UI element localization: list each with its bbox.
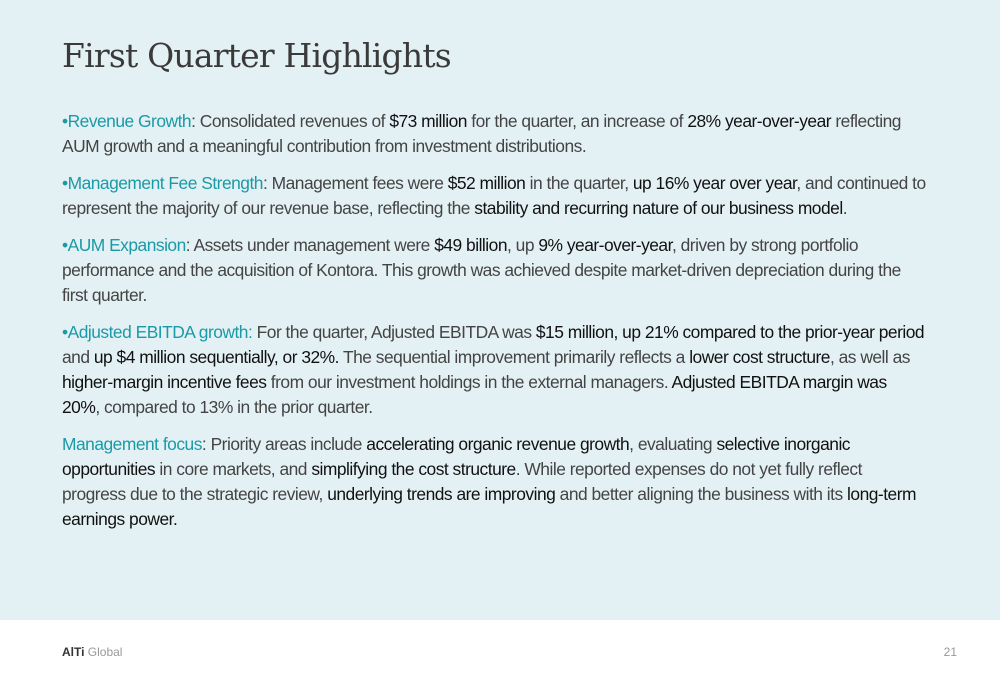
bullet-text: : Management fees were (262, 173, 448, 193)
bullet-text: and better aligning the business with its (555, 484, 848, 504)
bullet-aum-expansion (62, 233, 928, 308)
bullet-emphasis: lower cost structure (689, 347, 830, 367)
bullet-text: , evaluating (629, 434, 717, 454)
bullet-text: : Priority areas include (201, 434, 367, 454)
bullet-emphasis: selective inorganic opportunities (62, 434, 851, 479)
bullet-emphasis: up $4 million sequentially, or 32%. (93, 347, 339, 367)
page-number: 21 (943, 645, 957, 659)
bullet-label: Management focus (62, 434, 202, 454)
bullet-text: for the quarter, an increase of (466, 111, 688, 131)
brand-name-strong: AlTi (62, 645, 85, 659)
brand-wordmark (62, 645, 122, 659)
highlights-list (62, 109, 928, 544)
bullet-management-fee-strength (62, 171, 928, 221)
bullet-revenue-growth (62, 109, 928, 159)
bullet-label: •Management Fee Strength (62, 173, 263, 193)
bullet-label: •Revenue Growth (62, 111, 192, 131)
bullet-emphasis: simplifying the cost structure (311, 459, 516, 479)
bullet-emphasis: up 16% year over year (632, 173, 797, 193)
slide-title: First Quarter Highlights (62, 36, 451, 75)
bullet-emphasis: $52 million (447, 173, 526, 193)
slide-footer (0, 620, 1000, 685)
brand-name-rest: Global (84, 645, 123, 659)
bullet-text: in the quarter, (525, 173, 633, 193)
bullet-label: •Adjusted EBITDA growth: (62, 322, 253, 342)
bullet-emphasis: $73 million (389, 111, 467, 131)
bullet-emphasis: $49 billion (434, 235, 508, 255)
bullet-text: , and continued to represent the majority of our revenue base, reflecting the (62, 173, 926, 218)
bullet-emphasis: $15 million, up 21% compared to the prior-year period (535, 322, 925, 342)
bullet-emphasis: accelerating organic revenue growth (366, 434, 630, 454)
bullet-emphasis: stability and recurring nature of our business model (474, 198, 843, 218)
bullet-text: : Consolidated revenues of (191, 111, 390, 131)
bullet-text: . (842, 198, 848, 218)
bullet-text: . While reported expenses do not yet fully reflect progress due to the strategic review, (62, 459, 862, 504)
bullet-emphasis: long-term earnings power. (62, 484, 916, 529)
bullet-emphasis: Adjusted EBITDA margin was 20% (62, 372, 887, 417)
bullet-text: For the quarter, Adjusted EBITDA was (252, 322, 536, 342)
bullet-emphasis: 9% year-over-year (538, 235, 672, 255)
bullet-text: , up (507, 235, 539, 255)
bullet-text: reflecting AUM growth and a meaningful contribution from investment distributions. (62, 111, 901, 156)
bullet-emphasis: higher-margin incentive fees (62, 372, 267, 392)
bullet-adjusted-ebitda-growth (62, 320, 928, 420)
bullet-text: , driven by strong portfolio performance and the acquisition of Kontora. This growth was achieved despite market-driven depreciation during the first quarter. (62, 235, 901, 305)
bullet-text: , as well as (829, 347, 910, 367)
bullet-text: and (62, 347, 94, 367)
bullet-text: , compared to 13% in the prior quarter. (95, 397, 373, 417)
bullet-management-focus (62, 432, 928, 532)
bullet-text: : Assets under management were (185, 235, 435, 255)
bullet-emphasis: underlying trends are improving (327, 484, 556, 504)
bullet-text: in core markets, and (155, 459, 312, 479)
bullet-text: The sequential improvement primarily reflects a (338, 347, 690, 367)
bullet-emphasis: 28% year-over-year (687, 111, 832, 131)
bullet-label: •AUM Expansion (62, 235, 186, 255)
bullet-text: from our investment holdings in the external managers. (266, 372, 672, 392)
